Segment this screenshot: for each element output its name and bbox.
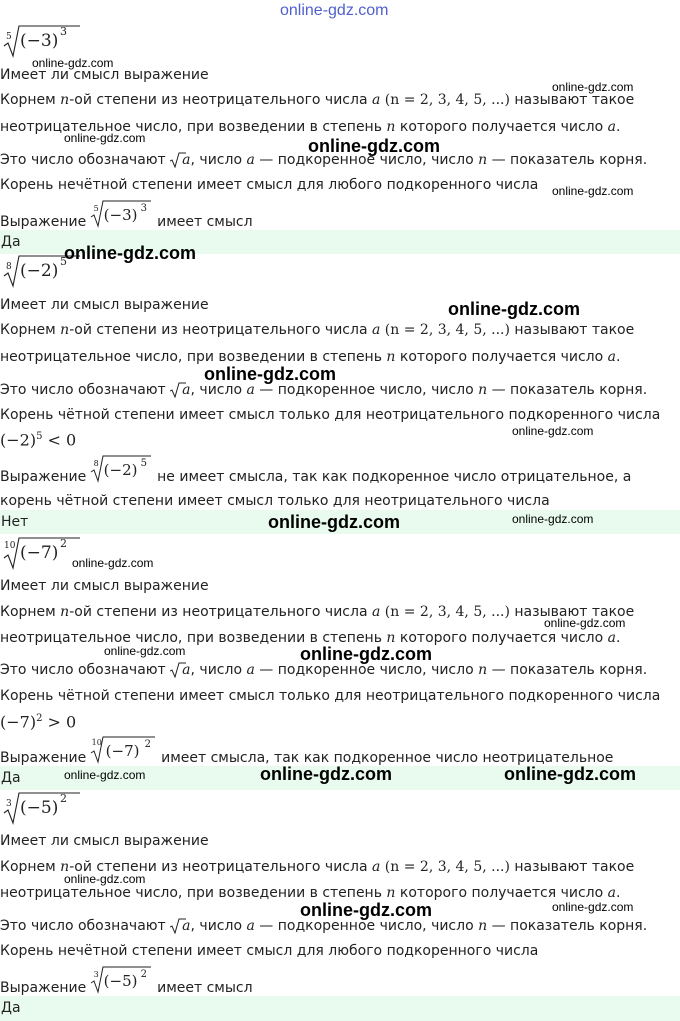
- watermark: online-gdz.com: [448, 299, 580, 319]
- watermark: online-gdz.com: [72, 556, 154, 570]
- watermark: online-gdz.com: [64, 768, 146, 782]
- conclusion: Выражение 10 (−7) 2 имеет смысла, так как подкоренное число неотрицательное: [0, 744, 613, 767]
- watermark: online-gdz.com: [204, 364, 336, 384]
- definition-line-2: неотрицательное число, при возведении в степень n которого получается число a.: [0, 630, 621, 646]
- watermark: online-gdz.com: [504, 764, 636, 784]
- radical-sign-icon: [170, 662, 186, 678]
- question: Имеет ли смысл выражение: [0, 297, 209, 313]
- definition-line-1: Корнем n-ой степени из неотрицательного числа a (n = 2, 3, 4, 5, ...) называют такое: [0, 604, 635, 620]
- watermark: online-gdz.com: [260, 764, 392, 784]
- question: Имеет ли смысл выражение: [0, 833, 209, 849]
- conclusion: Выражение 3 (−5) 2 имеет смысл: [0, 974, 253, 997]
- conclusion: Выражение 5 (−3) 3 имеет смысл: [0, 208, 253, 231]
- radical-sign-icon: [170, 152, 186, 168]
- watermark: online-gdz.com: [552, 900, 634, 914]
- watermark: online-gdz.com: [552, 80, 634, 94]
- radical-expression: 3 (−5) 2: [2, 789, 82, 825]
- definition-line-2: неотрицательное число, при возведении в степень n которого получается число a.: [0, 349, 621, 365]
- rule: Корень чётной степени имеет смысл только для неотрицательного подкоренного числа: [0, 688, 661, 704]
- site-watermark: online-gdz.com: [280, 2, 389, 19]
- watermark: online-gdz.com: [104, 644, 186, 658]
- rule: Корень нечётной степени имеет смысл для любого подкоренного числа: [0, 943, 539, 959]
- definition-line-3: Это число обозначают a, число a — подкоренное число, число n — показатель корня.: [0, 382, 648, 398]
- radical-sign-icon: [170, 918, 186, 934]
- radical-expression: 10 (−7) 2: [2, 534, 82, 570]
- watermark: online-gdz.com: [512, 512, 594, 526]
- rule: Корень чётной степени имеет смысл только для неотрицательного подкоренного числа: [0, 407, 661, 423]
- definition-line-3: Это число обозначают a, число a — подкоренное число, число n — показатель корня.: [0, 918, 648, 934]
- watermark: online-gdz.com: [268, 512, 400, 532]
- radical-sign-icon: [170, 382, 186, 398]
- definition-line-2: неотрицательное число, при возведении в степень n которого получается число a.: [0, 119, 621, 135]
- watermark: online-gdz.com: [300, 900, 432, 920]
- inequality: $(-7)^2 > 0$: [0, 712, 77, 732]
- watermark: online-gdz.com: [32, 56, 114, 70]
- definition-line-1: Корнем n-ой степени из неотрицательного числа a (n = 2, 3, 4, 5, ...) называют такое: [0, 92, 635, 108]
- answer: Да: [1, 234, 21, 250]
- answer: Да: [1, 1000, 21, 1016]
- definition-line-3: Это число обозначают a, число a — подкоренное число, число n — показатель корня.: [0, 152, 648, 168]
- watermark: online-gdz.com: [64, 243, 196, 263]
- watermark: online-gdz.com: [544, 616, 626, 630]
- question: Имеет ли смысл выражение: [0, 578, 209, 594]
- watermark: online-gdz.com: [64, 131, 146, 145]
- watermark: online-gdz.com: [64, 872, 146, 886]
- answer: Нет: [1, 514, 29, 530]
- conclusion: Выражение 8 (−2) 5 не имеет смысла, так как подкоренное число отрицательное, а: [0, 463, 631, 486]
- definition-line-3: Это число обозначают a, число a — подкоренное число, число n — показатель корня.: [0, 662, 648, 678]
- definition-line-2: неотрицательное число, при возведении в степень n которого получается число a.: [0, 885, 621, 901]
- watermark: online-gdz.com: [300, 644, 432, 664]
- question: Имеет ли смысл выражение: [0, 67, 209, 83]
- watermark: online-gdz.com: [308, 136, 440, 156]
- answer: Да: [1, 770, 21, 786]
- watermark: online-gdz.com: [552, 184, 634, 198]
- definition-line-1: Корнем n-ой степени из неотрицательного числа a (n = 2, 3, 4, 5, ...) называют такое: [0, 322, 635, 338]
- watermark: online-gdz.com: [512, 424, 594, 438]
- answer-box: [0, 996, 680, 1021]
- radical-expression: 5 (−3) 3: [2, 22, 82, 58]
- definition-line-1: Корнем n-ой степени из неотрицательного числа a (n = 2, 3, 4, 5, ...) называют такое: [0, 859, 635, 875]
- conclusion-line-2: корень чётной степени имеет смысл только для неотрицательного числа: [0, 493, 550, 509]
- rule: Корень нечётной степени имеет смысл для любого подкоренного числа: [0, 177, 539, 193]
- radical-expression: 8 (−2) 5: [2, 252, 82, 288]
- inequality: $(-2)^5 < 0$: [0, 430, 77, 450]
